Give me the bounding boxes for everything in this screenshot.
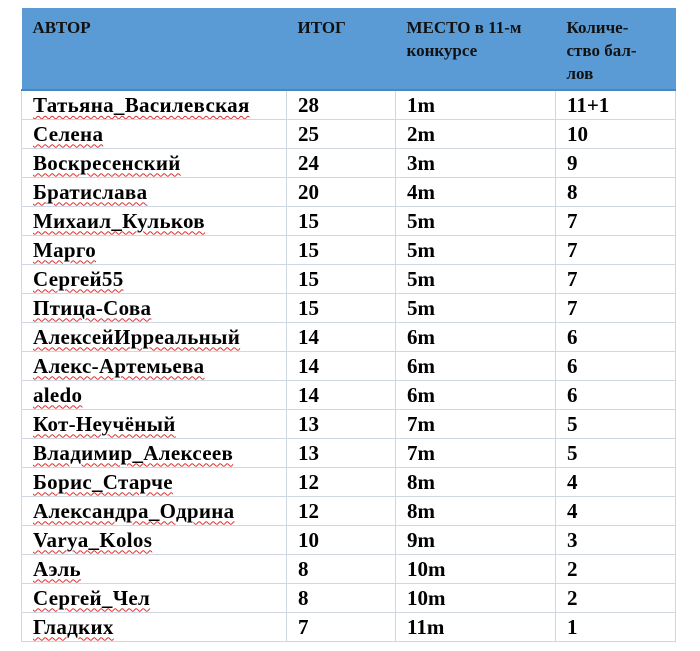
- total-cell: [287, 525, 396, 554]
- points-cell: [556, 351, 676, 380]
- place-cell-text: 5m: [407, 295, 435, 320]
- points-cell: [556, 583, 676, 612]
- total-cell-text: 25: [298, 121, 319, 146]
- total-cell-text: 10: [298, 527, 319, 552]
- place-cell-text: 6m: [407, 382, 435, 407]
- place-cell-text: 5m: [407, 237, 435, 262]
- total-cell-text: 14: [298, 324, 319, 349]
- total-cell: [287, 496, 396, 525]
- table-header: [22, 8, 676, 90]
- place-cell-text: 8m: [407, 469, 435, 494]
- total-cell: [287, 264, 396, 293]
- points-cell: [556, 438, 676, 467]
- total-cell-text: 12: [298, 498, 319, 523]
- place-cell-text: 5m: [407, 266, 435, 291]
- points-cell: [556, 612, 676, 641]
- author-cell: [22, 148, 287, 177]
- points-cell: [556, 380, 676, 409]
- place-cell: [396, 148, 556, 177]
- author-cell-text: Сергей55: [33, 266, 124, 291]
- table-row: [22, 322, 676, 351]
- table-row: [22, 409, 676, 438]
- author-cell-text: Гладких: [33, 614, 114, 639]
- place-cell-text: 10m: [407, 585, 446, 610]
- points-cell-text: 2: [567, 585, 578, 610]
- total-cell-text: 28: [298, 92, 319, 117]
- place-cell-text: 2m: [407, 121, 435, 146]
- results-table: [21, 8, 676, 642]
- author-cell-text: Алекс-Артемьева: [33, 353, 205, 378]
- total-cell-text: 13: [298, 440, 319, 465]
- total-cell-text: 15: [298, 266, 319, 291]
- header-points: [556, 8, 676, 90]
- points-cell: [556, 322, 676, 351]
- table-row: [22, 496, 676, 525]
- total-cell: [287, 351, 396, 380]
- total-cell: [287, 119, 396, 148]
- author-cell: [22, 293, 287, 322]
- author-cell: [22, 380, 287, 409]
- author-cell: [22, 467, 287, 496]
- place-cell-text: 9m: [407, 527, 435, 552]
- points-cell-text: 6: [567, 382, 578, 407]
- points-cell-text: 6: [567, 353, 578, 378]
- table-row: [22, 264, 676, 293]
- points-cell: [556, 90, 676, 119]
- place-cell: [396, 583, 556, 612]
- place-cell: [396, 351, 556, 380]
- place-cell-text: 11m: [407, 614, 445, 639]
- table-row: [22, 583, 676, 612]
- author-cell-text: Птица-Сова: [33, 295, 152, 320]
- table-row: [22, 119, 676, 148]
- author-cell-text: Аэль: [33, 556, 81, 581]
- points-cell-text: 11+1: [567, 92, 610, 117]
- table-row: [22, 235, 676, 264]
- points-cell: [556, 148, 676, 177]
- place-cell-text: 5m: [407, 208, 435, 233]
- place-cell-text: 6m: [407, 324, 435, 349]
- author-cell: [22, 554, 287, 583]
- points-cell: [556, 496, 676, 525]
- author-cell-text: Воскресенский: [33, 150, 181, 175]
- author-cell: [22, 409, 287, 438]
- place-cell-text: 7m: [407, 440, 435, 465]
- place-cell: [396, 206, 556, 235]
- author-cell-text: Михаил_Кульков: [33, 208, 205, 233]
- place-cell: [396, 467, 556, 496]
- author-cell-text: Александра_Одрина: [33, 498, 235, 523]
- points-cell-text: 7: [567, 295, 578, 320]
- table-row: [22, 612, 676, 641]
- author-cell-text: Борис_Старче: [33, 469, 173, 494]
- author-cell: [22, 322, 287, 351]
- author-cell: [22, 351, 287, 380]
- author-cell: [22, 264, 287, 293]
- points-cell: [556, 554, 676, 583]
- table-row: [22, 467, 676, 496]
- place-cell: [396, 409, 556, 438]
- points-cell: [556, 119, 676, 148]
- points-cell-text: 10: [567, 121, 588, 146]
- place-cell: [396, 322, 556, 351]
- header-total: [287, 8, 396, 90]
- place-cell: [396, 525, 556, 554]
- table-row: [22, 380, 676, 409]
- total-cell: [287, 293, 396, 322]
- author-cell-text: Марго: [33, 237, 97, 262]
- place-cell-text: 10m: [407, 556, 446, 581]
- table-row: [22, 148, 676, 177]
- points-cell: [556, 235, 676, 264]
- author-cell: [22, 438, 287, 467]
- author-cell-text: Сергей_Чел: [33, 585, 151, 610]
- total-cell-text: 24: [298, 150, 319, 175]
- author-cell: [22, 496, 287, 525]
- total-cell-text: 12: [298, 469, 319, 494]
- total-cell: [287, 177, 396, 206]
- table-row: [22, 438, 676, 467]
- total-cell-text: 20: [298, 179, 319, 204]
- author-cell: [22, 90, 287, 119]
- points-cell: [556, 177, 676, 206]
- place-cell: [396, 235, 556, 264]
- total-cell-text: 14: [298, 382, 319, 407]
- author-cell-text: Владимир_Алексеев: [33, 440, 234, 465]
- place-cell-text: 7m: [407, 411, 435, 436]
- total-cell: [287, 554, 396, 583]
- total-cell: [287, 235, 396, 264]
- points-cell-text: 8: [567, 179, 578, 204]
- total-cell: [287, 612, 396, 641]
- place-cell-text: 4m: [407, 179, 435, 204]
- author-cell: [22, 583, 287, 612]
- author-cell: [22, 235, 287, 264]
- author-cell-text: Братислава: [33, 179, 148, 204]
- author-cell: [22, 612, 287, 641]
- author-cell: [22, 206, 287, 235]
- table-row: [22, 293, 676, 322]
- author-cell-text: aledo: [33, 382, 83, 407]
- header-author: [22, 8, 287, 90]
- author-cell: [22, 525, 287, 554]
- total-cell-text: 8: [298, 585, 309, 610]
- total-cell-text: 15: [298, 237, 319, 262]
- place-cell: [396, 554, 556, 583]
- author-cell-text: Селена: [33, 121, 104, 146]
- place-cell-text: 6m: [407, 353, 435, 378]
- total-cell-text: 15: [298, 208, 319, 233]
- header-total-label: ИТОГ: [297, 18, 346, 37]
- total-cell-text: 13: [298, 411, 319, 436]
- total-cell: [287, 409, 396, 438]
- author-cell: [22, 177, 287, 206]
- place-cell: [396, 293, 556, 322]
- points-cell-text: 4: [567, 469, 578, 494]
- place-cell: [396, 612, 556, 641]
- table-row: [22, 177, 676, 206]
- table-row: [22, 525, 676, 554]
- place-cell-text: 8m: [407, 498, 435, 523]
- table-row: [22, 351, 676, 380]
- place-cell: [396, 264, 556, 293]
- points-cell-text: 5: [567, 440, 578, 465]
- place-cell-text: 1m: [407, 92, 435, 117]
- header-place: [396, 8, 556, 90]
- table-row: [22, 206, 676, 235]
- total-cell: [287, 322, 396, 351]
- total-cell: [287, 90, 396, 119]
- points-cell-text: 3: [567, 527, 578, 552]
- author-cell: [22, 119, 287, 148]
- points-cell-text: 7: [567, 237, 578, 262]
- place-cell: [396, 438, 556, 467]
- points-cell-text: 2: [567, 556, 578, 581]
- points-cell: [556, 525, 676, 554]
- total-cell: [287, 438, 396, 467]
- place-cell: [396, 90, 556, 119]
- points-cell-text: 7: [567, 208, 578, 233]
- header-place-label: МЕСТО в 11-м конкурсе: [406, 18, 522, 60]
- total-cell-text: 15: [298, 295, 319, 320]
- place-cell-text: 3m: [407, 150, 435, 175]
- header-author-label: АВТОР: [32, 18, 91, 37]
- total-cell: [287, 380, 396, 409]
- total-cell: [287, 148, 396, 177]
- total-cell-text: 7: [298, 614, 309, 639]
- header-row: [22, 8, 676, 90]
- points-cell-text: 4: [567, 498, 578, 523]
- total-cell-text: 14: [298, 353, 319, 378]
- author-cell-text: Татьяна_Василевская: [33, 92, 250, 117]
- place-cell: [396, 380, 556, 409]
- points-cell-text: 1: [567, 614, 578, 639]
- table-body: [22, 90, 676, 641]
- place-cell: [396, 177, 556, 206]
- points-cell: [556, 467, 676, 496]
- total-cell: [287, 206, 396, 235]
- points-cell-text: 9: [567, 150, 578, 175]
- points-cell-text: 7: [567, 266, 578, 291]
- points-cell-text: 6: [567, 324, 578, 349]
- author-cell-text: Кот-Неучёный: [33, 411, 176, 436]
- author-cell-text: АлексейИрреальный: [33, 324, 241, 349]
- table-row: [22, 90, 676, 119]
- points-cell: [556, 206, 676, 235]
- total-cell-text: 8: [298, 556, 309, 581]
- place-cell: [396, 119, 556, 148]
- points-cell: [556, 264, 676, 293]
- table-row: [22, 554, 676, 583]
- place-cell: [396, 496, 556, 525]
- points-cell-text: 5: [567, 411, 578, 436]
- header-points-label: Количе-ство бал-лов: [566, 18, 637, 83]
- author-cell-text: Varya_Kolos: [33, 527, 153, 552]
- total-cell: [287, 467, 396, 496]
- points-cell: [556, 293, 676, 322]
- points-cell: [556, 409, 676, 438]
- total-cell: [287, 583, 396, 612]
